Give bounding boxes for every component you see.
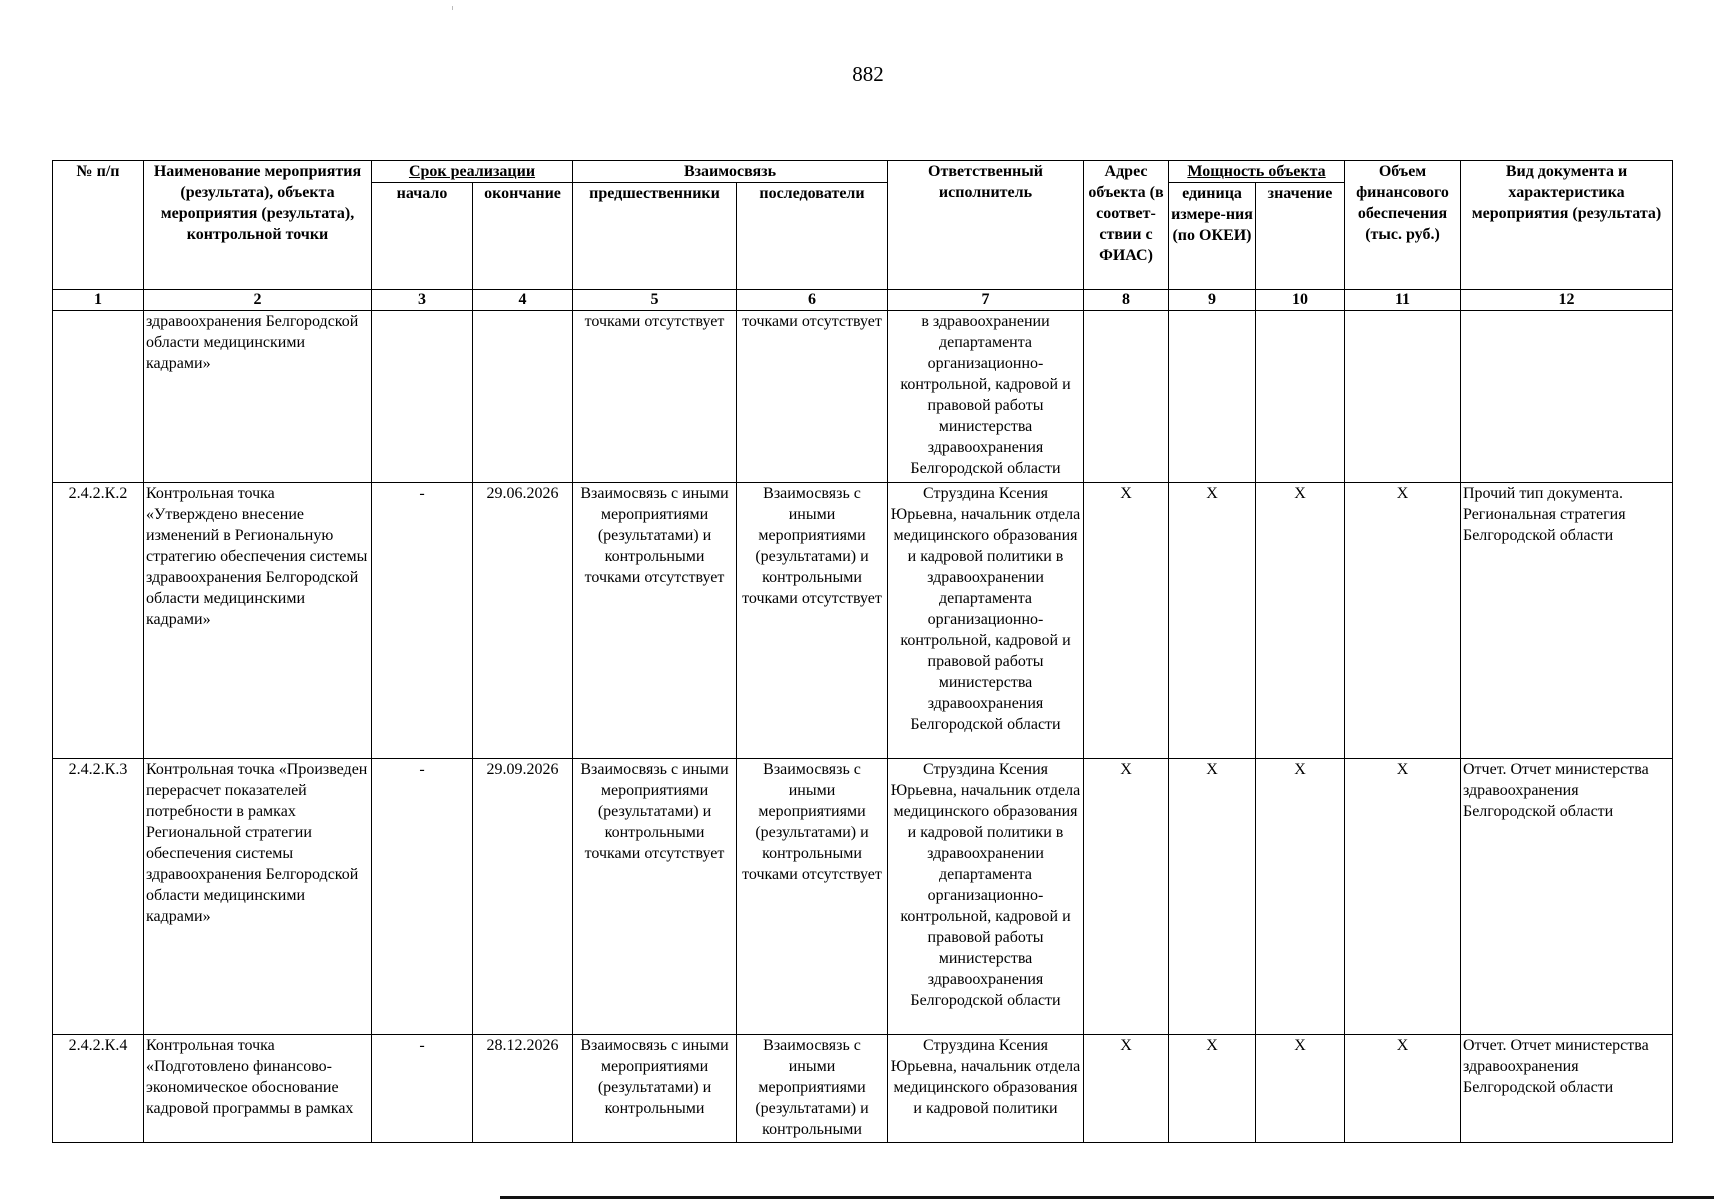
col-number: 1 xyxy=(53,290,144,311)
row-posl: Взаимосвязь с иными мероприятиями (результатами) и контрольными точками отсутствует xyxy=(737,483,888,759)
header-moshn: Мощность объекта xyxy=(1169,161,1345,183)
row-pred: точками отсутствует xyxy=(573,311,737,483)
bottom-rule xyxy=(500,1196,1714,1199)
row-name: Контрольная точка «Утверждено внесение изменений в Региональную стратегию обеспечения системы здравоохранения Белгородской области медицинскими кадрами» xyxy=(144,483,372,759)
row-otv: Струздина Ксения Юрьевна, начальник отдела медицинского образования и кадровой политики в здравоохранении департамента организационно-контрольной, кадровой и правовой работы министерства здравоохранения Белгородской области xyxy=(888,759,1084,1035)
row-start xyxy=(372,311,473,483)
table-row xyxy=(53,311,1673,483)
row-posl: точками отсутствует xyxy=(737,311,888,483)
row-znach: X xyxy=(1256,1035,1345,1143)
col-number: 12 xyxy=(1461,290,1673,311)
scan-mark xyxy=(452,6,453,10)
row-adres: X xyxy=(1084,759,1169,1035)
col-number: 6 xyxy=(737,290,888,311)
row-num xyxy=(53,311,144,483)
row-name: Контрольная точка «Подготовлено финансово-экономическое обоснование кадровой программы в рамках xyxy=(144,1035,372,1143)
row-start: - xyxy=(372,1035,473,1143)
header-srok: Срок реализации xyxy=(372,161,573,183)
row-vid: Прочий тип документа. Региональная стратегия Белгородской области xyxy=(1461,483,1673,759)
row-num: 2.4.2.К.3 xyxy=(53,759,144,1035)
col-number: 2 xyxy=(144,290,372,311)
header-otv: Ответственный исполнитель xyxy=(888,161,1084,290)
col-number: 5 xyxy=(573,290,737,311)
row-obem: X xyxy=(1345,1035,1461,1143)
header-start: начало xyxy=(372,183,473,290)
row-pred: Взаимосвязь с иными мероприятиями (результатами) и контрольными xyxy=(573,1035,737,1143)
row-name: Контрольная точка «Произведен перерасчет показателей потребности в рамках Региональной стратегии обеспечения системы здравоохранения Белгородской области медицинскими кадрами» xyxy=(144,759,372,1035)
header-vzaim: Взаимосвязь xyxy=(573,161,888,183)
row-ed xyxy=(1169,311,1256,483)
row-pred: Взаимосвязь с иными мероприятиями (результатами) и контрольными точками отсутствует xyxy=(573,759,737,1035)
plan-table xyxy=(52,160,1673,1143)
row-vid: Отчет. Отчет министерства здравоохранения Белгородской области xyxy=(1461,1035,1673,1143)
col-number: 8 xyxy=(1084,290,1169,311)
row-pred: Взаимосвязь с иными мероприятиями (результатами) и контрольными точками отсутствует xyxy=(573,483,737,759)
col-number: 9 xyxy=(1169,290,1256,311)
header-pred: предшественники xyxy=(573,183,737,290)
row-end: 28.12.2026 xyxy=(473,1035,573,1143)
row-ed: X xyxy=(1169,1035,1256,1143)
col-number: 10 xyxy=(1256,290,1345,311)
header-num: № п/п xyxy=(53,161,144,290)
row-num: 2.4.2.К.4 xyxy=(53,1035,144,1143)
row-adres: X xyxy=(1084,1035,1169,1143)
col-number: 3 xyxy=(372,290,473,311)
row-otv: в здравоохранении департамента организационно-контрольной, кадровой и правовой работы министерства здравоохранения Белгородской области xyxy=(888,311,1084,483)
row-obem: X xyxy=(1345,759,1461,1035)
col-number: 7 xyxy=(888,290,1084,311)
row-start: - xyxy=(372,483,473,759)
col-number: 4 xyxy=(473,290,573,311)
row-end xyxy=(473,311,573,483)
table-row xyxy=(53,483,1673,759)
row-name: здравоохранения Белгородской области медицинскими кадрами» xyxy=(144,311,372,483)
row-obem: X xyxy=(1345,483,1461,759)
row-end: 29.09.2026 xyxy=(473,759,573,1035)
row-znach: X xyxy=(1256,759,1345,1035)
header-name: Наименование мероприятия (результата), объекта мероприятия (результата), контрольной точки xyxy=(144,161,372,290)
row-vid xyxy=(1461,311,1673,483)
header-znach: значение xyxy=(1256,183,1345,290)
row-num: 2.4.2.К.2 xyxy=(53,483,144,759)
row-end: 29.06.2026 xyxy=(473,483,573,759)
row-otv: Струздина Ксения Юрьевна, начальник отдела медицинского образования и кадровой политики xyxy=(888,1035,1084,1143)
row-start: - xyxy=(372,759,473,1035)
header-obem: Объем финансового обеспечения (тыс. руб.) xyxy=(1345,161,1461,290)
row-znach xyxy=(1256,311,1345,483)
header-posl: последователи xyxy=(737,183,888,290)
column-numbers-row xyxy=(53,290,1673,311)
header-row-1 xyxy=(53,161,1673,183)
header-adres: Адрес объекта (в соответ-ствии с ФИАС) xyxy=(1084,161,1169,290)
row-vid: Отчет. Отчет министерства здравоохранения Белгородской области xyxy=(1461,759,1673,1035)
row-znach: X xyxy=(1256,483,1345,759)
row-ed: X xyxy=(1169,483,1256,759)
row-adres: X xyxy=(1084,483,1169,759)
row-adres xyxy=(1084,311,1169,483)
row-posl: Взаимосвязь с иными мероприятиями (результатами) и контрольными xyxy=(737,1035,888,1143)
row-obem xyxy=(1345,311,1461,483)
page-number: 882 xyxy=(852,62,884,86)
row-otv: Струздина Ксения Юрьевна, начальник отдела медицинского образования и кадровой политики в здравоохранении департамента организационно-контрольной, кадровой и правовой работы министерства здравоохранения Белгородской области xyxy=(888,483,1084,759)
col-number: 11 xyxy=(1345,290,1461,311)
header-end: окончание xyxy=(473,183,573,290)
row-posl: Взаимосвязь с иными мероприятиями (результатами) и контрольными точками отсутствует xyxy=(737,759,888,1035)
header-ed: единица измере-ния (по ОКЕИ) xyxy=(1169,183,1256,290)
row-ed: X xyxy=(1169,759,1256,1035)
table-row xyxy=(53,759,1673,1035)
table-row xyxy=(53,1035,1673,1143)
header-vid: Вид документа и характеристика мероприятия (результата) xyxy=(1461,161,1673,290)
